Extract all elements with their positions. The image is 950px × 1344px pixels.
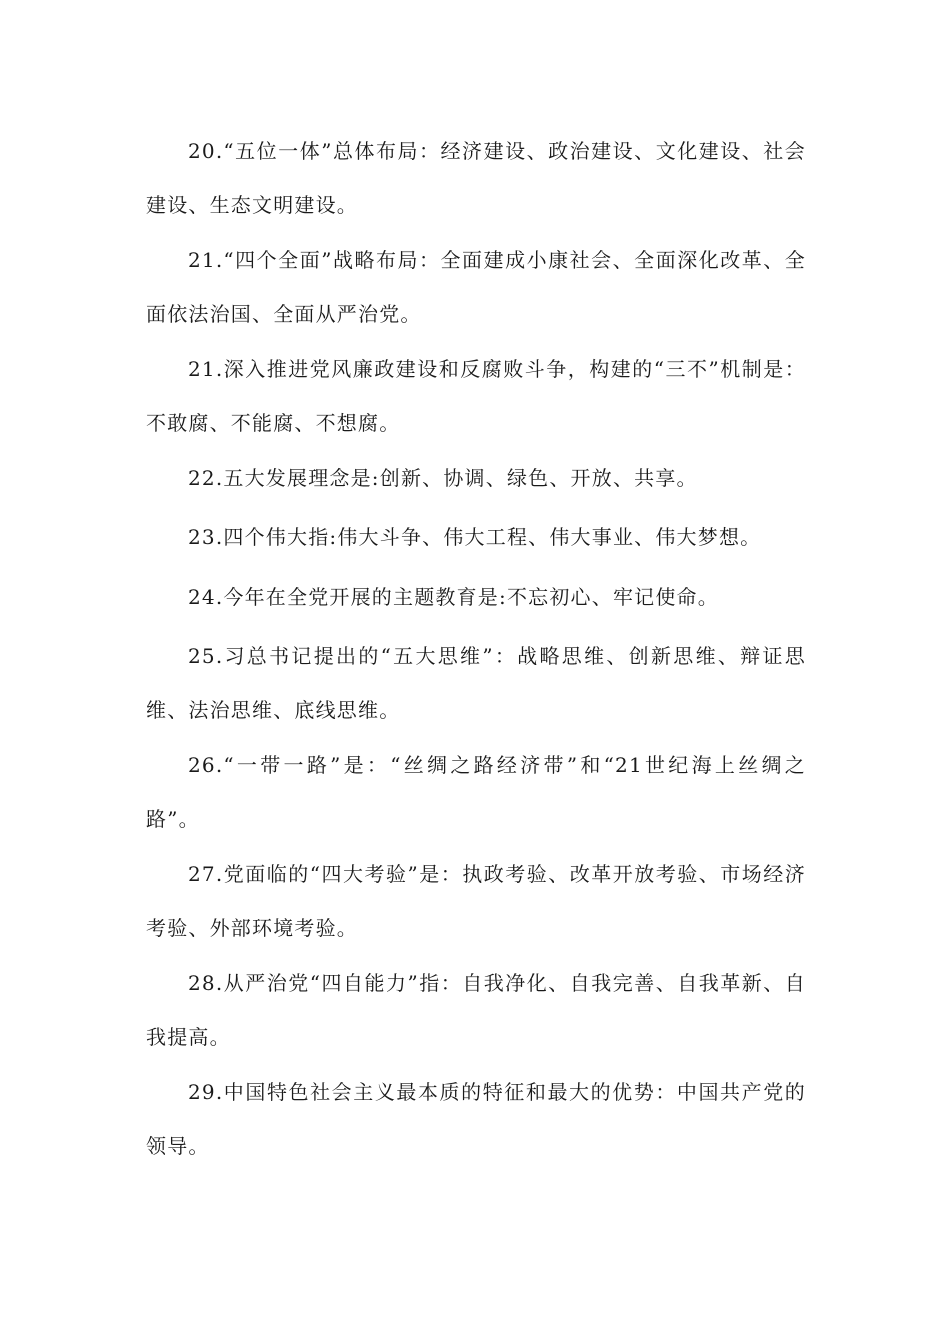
paragraph-29: 29.中国特色社会主义最本质的特征和最大的优势：中国共产党的领导。 bbox=[146, 1080, 806, 1158]
paragraph-22: 22.五大发展理念是:创新、协调、绿色、开放、共享。 bbox=[188, 466, 698, 490]
paragraph-20: 20.“五位一体”总体布局：经济建设、政治建设、文化建设、社会建设、生态文明建设。 bbox=[146, 139, 806, 217]
paragraph-28: 28.从严治党“四自能力”指：自我净化、自我完善、自我革新、自我提高。 bbox=[146, 971, 806, 1049]
paragraph-21-three-nots: 21.深入推进党风廉政建设和反腐败斗争，构建的“三不”机制是：不敢腐、不能腐、不想腐。 bbox=[146, 357, 806, 435]
paragraph-24: 24.今年在全党开展的主题教育是:不忘初心、牢记使命。 bbox=[188, 585, 719, 609]
paragraph-23: 23.四个伟大指:伟大斗争、伟大工程、伟大事业、伟大梦想。 bbox=[188, 525, 762, 549]
paragraph-27: 27.党面临的“四大考验”是：执政考验、改革开放考验、市场经济考验、外部环境考验。 bbox=[146, 862, 806, 940]
paragraph-21-four-comprehensives: 21.“四个全面”战略布局：全面建成小康社会、全面深化改革、全面依法治国、全面从严治党。 bbox=[146, 248, 806, 326]
paragraph-26: 26.“一带一路”是：“丝绸之路经济带”和“21世纪海上丝绸之路”。 bbox=[146, 753, 806, 831]
paragraph-25: 25.习总书记提出的“五大思维”：战略思维、创新思维、辩证思维、法治思维、底线思维。 bbox=[146, 644, 806, 722]
